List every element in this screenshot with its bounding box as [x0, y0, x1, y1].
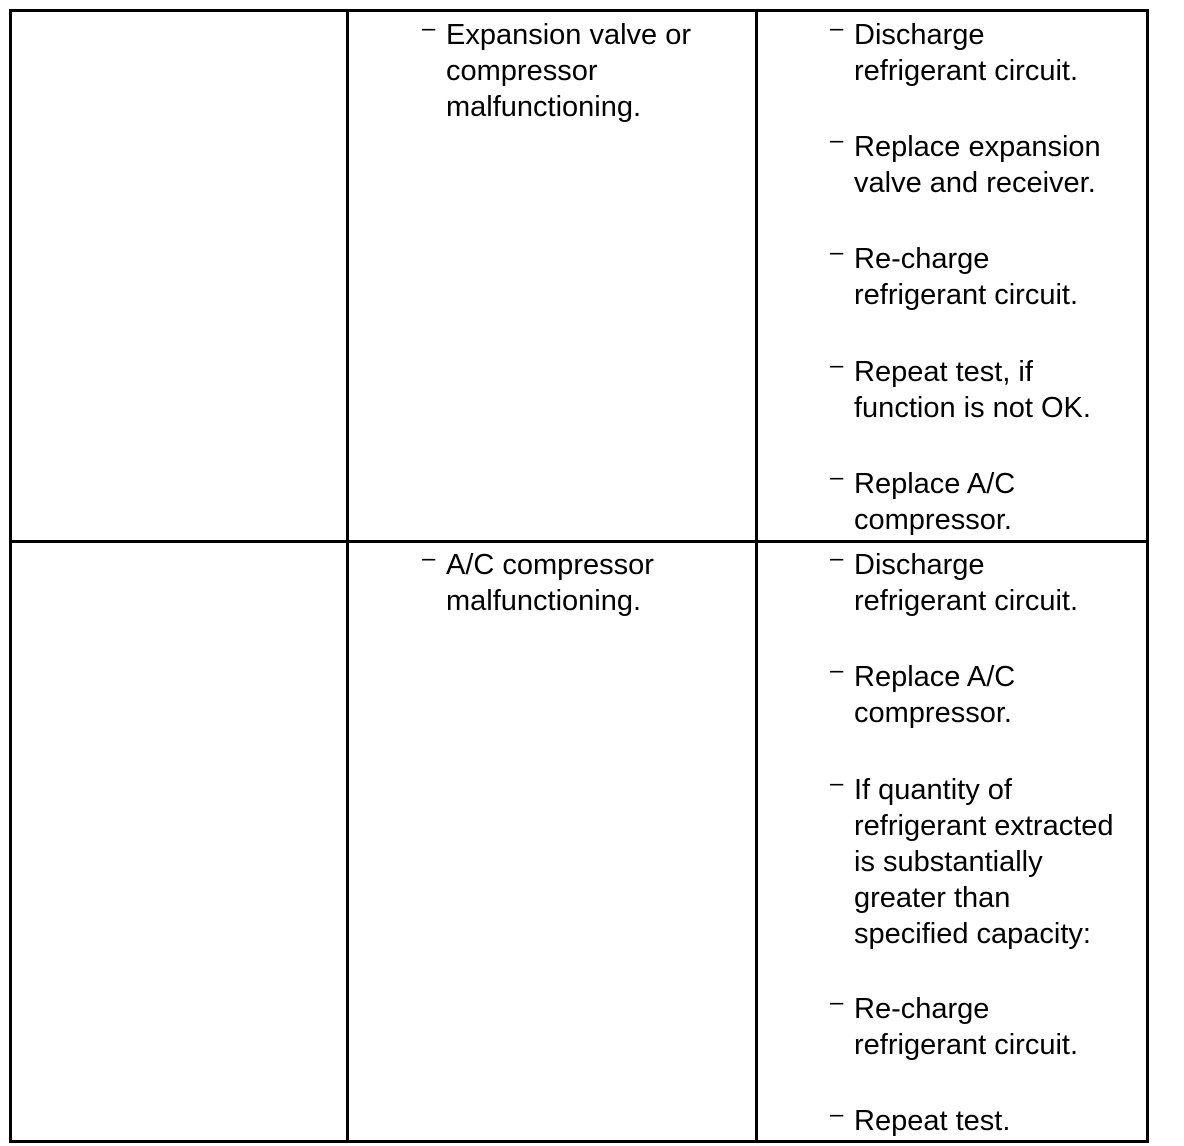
- row1-remedy-4: – Repeat test, if function is not OK.: [830, 352, 1091, 424]
- column-divider-2: [755, 12, 758, 1140]
- bullet-dash: –: [422, 545, 436, 572]
- bullet-dash: –: [830, 464, 844, 491]
- bullet-dash: –: [830, 352, 844, 379]
- row-divider: [12, 540, 1146, 543]
- bullet-dash: –: [830, 657, 844, 684]
- row1-remedy-2: – Replace expansion valve and receiver.: [830, 127, 1101, 199]
- row1-remedy-5: – Replace A/C compressor.: [830, 464, 1016, 536]
- bullet-dash: –: [830, 15, 844, 42]
- column-divider-1: [346, 12, 349, 1140]
- row2-cause: – A/C compressor malfunctioning.: [422, 545, 654, 617]
- row1-remedy-3: – Re-charge refrigerant circuit.: [830, 239, 1079, 311]
- bullet-dash: –: [830, 239, 844, 266]
- row2-remedy-4: – Re-charge refrigerant circuit.: [830, 989, 1079, 1061]
- row1-cause: – Expansion valve or compressor malfunctioning.: [422, 15, 692, 123]
- bullet-dash: –: [830, 545, 844, 572]
- row2-remedy-2: – Replace A/C compressor.: [830, 657, 1016, 729]
- row2-remedy-3: – If quantity of refrigerant extracted is substantially greater than specified capacity:: [830, 770, 1114, 950]
- row2-remedy-5: – Repeat test.: [830, 1101, 1011, 1137]
- row1-remedy-1: – Discharge refrigerant circuit.: [830, 15, 1079, 87]
- bullet-dash: –: [830, 127, 844, 154]
- bullet-dash: –: [830, 770, 844, 797]
- bullet-dash: –: [422, 15, 436, 42]
- bullet-dash: –: [830, 989, 844, 1016]
- bullet-dash: –: [830, 1101, 844, 1128]
- row2-remedy-1: – Discharge refrigerant circuit.: [830, 545, 1079, 617]
